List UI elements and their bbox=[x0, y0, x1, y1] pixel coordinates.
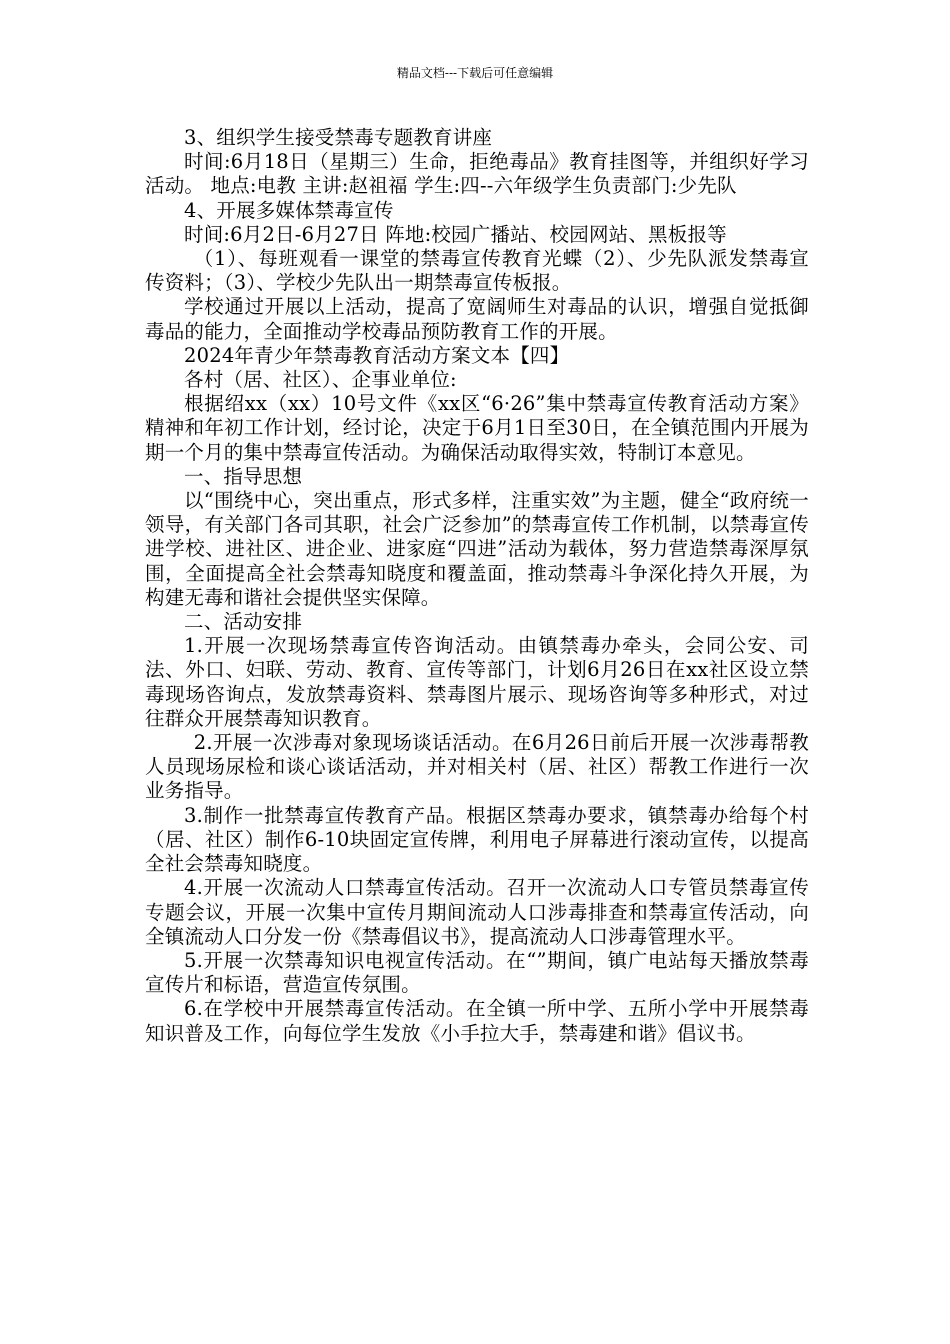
list-item-activity-4: 4.开展一次流动人口禁毒宣传活动。召开一次流动人口专管员禁毒宣传专题会议，开展一次集中宣传月期间流动人口涉毒排查和禁毒宣传活动，向全镇流动人口分发一份《禁毒倡议书》，提高流动人口涉毒管理水平。 bbox=[145, 876, 809, 948]
paragraph-guiding-thought: 以“围绕中心，突出重点，形式多样，注重实效”为主题，健全“政府统一领导，有关部门各司其职，社会广泛参加”的禁毒宣传工作机制，以禁毒宣传进学校、进社区、进企业、进家庭“四进”活动为载体，努力营造禁毒深厚氛围，全面提高全社会禁毒知晓度和覆盖面，推动禁毒斗争深化持久开展，为构建无毒和谐社会提供坚实保障。 bbox=[145, 489, 809, 609]
list-item-activity-1: 1.开展一次现场禁毒宣传咨询活动。由镇禁毒办牵头，会同公安、司法、外口、妇联、劳动、教育、宣传等部门，计划6月26日在xx社区设立禁毒现场咨询点，发放禁毒资料、禁毒图片展示、现场咨询等多种形式，对过往群众开展禁毒知识教育。 bbox=[145, 634, 809, 730]
paragraph-multimedia-items: （1）、每班观看一课堂的禁毒宣传教育光蝶（2）、少先队派发禁毒宣传资料；（3）、学校少先队出一期禁毒宣传板报。 bbox=[145, 247, 809, 295]
heading-activity-arrangement: 二、活动安排 bbox=[184, 610, 303, 634]
paragraph-summary: 学校通过开展以上活动，提高了宽阔师生对毒品的认识，增强自觉抵御毒品的能力，全面推动学校毒品预防教育工作的开展。 bbox=[145, 295, 809, 343]
paragraph-lecture-details: 时间:6月18日（星期三）生命，拒绝毒品》教育挂图等，并组织好学习活动。 地点:电教 主讲:赵祖福 学生:四--六年级学生负责部门:少先队 bbox=[145, 150, 809, 198]
list-item-activity-6: 6.在学校中开展禁毒宣传活动。在全镇一所中学、五所小学中开展禁毒知识普及工作，向每位学生发放《小手拉大手，禁毒建和谐》倡议书。 bbox=[145, 997, 809, 1045]
paragraph-salutation: 各村（居、社区）、企事业单位: bbox=[184, 368, 457, 392]
document-body bbox=[145, 126, 809, 1046]
paragraph-intro: 根据绍xx（xx）10号文件《xx区“6·26”集中禁毒宣传教育活动方案》精神和年初工作计划，经讨论，决定于6月1日至30日，在全镇范围内开展为期一个月的集中禁毒宣传活动。为确保活动取得实效，特制订本意见。 bbox=[145, 392, 809, 464]
paragraph-multimedia-heading: 4、开展多媒体禁毒宣传 bbox=[184, 198, 394, 222]
list-item-activity-2: 2.开展一次涉毒对象现场谈话活动。在6月26日前后开展一次涉毒帮教人员现场尿检和谈心谈话活动，并对相关村（居、社区）帮教工作进行一次业务指导。 bbox=[145, 731, 809, 803]
section-title: 2024年青少年禁毒教育活动方案文本【四】 bbox=[184, 343, 570, 367]
list-item-activity-3: 3.制作一批禁毒宣传教育产品。根据区禁毒办要求，镇禁毒办给每个村（居、社区）制作6-10块固定宣传牌，利用电子屏幕进行滚动宣传，以提高全社会禁毒知晓度。 bbox=[145, 803, 809, 876]
heading-guiding-thought: 一、指导思想 bbox=[184, 464, 303, 488]
paragraph-lecture-heading: 3、组织学生接受禁毒专题教育讲座 bbox=[184, 126, 493, 149]
list-item-activity-5: 5.开展一次禁毒知识电视宣传活动。在“”期间，镇广电站每天播放禁毒宣传片和标语，营造宣传氛围。 bbox=[145, 948, 809, 997]
page-header: 精品文档---下载后可任意编辑 bbox=[396, 66, 554, 80]
paragraph-multimedia-details: 时间:6月2日-6月27日 阵地:校园广播站、校园网站、黑板报等 bbox=[184, 222, 727, 246]
